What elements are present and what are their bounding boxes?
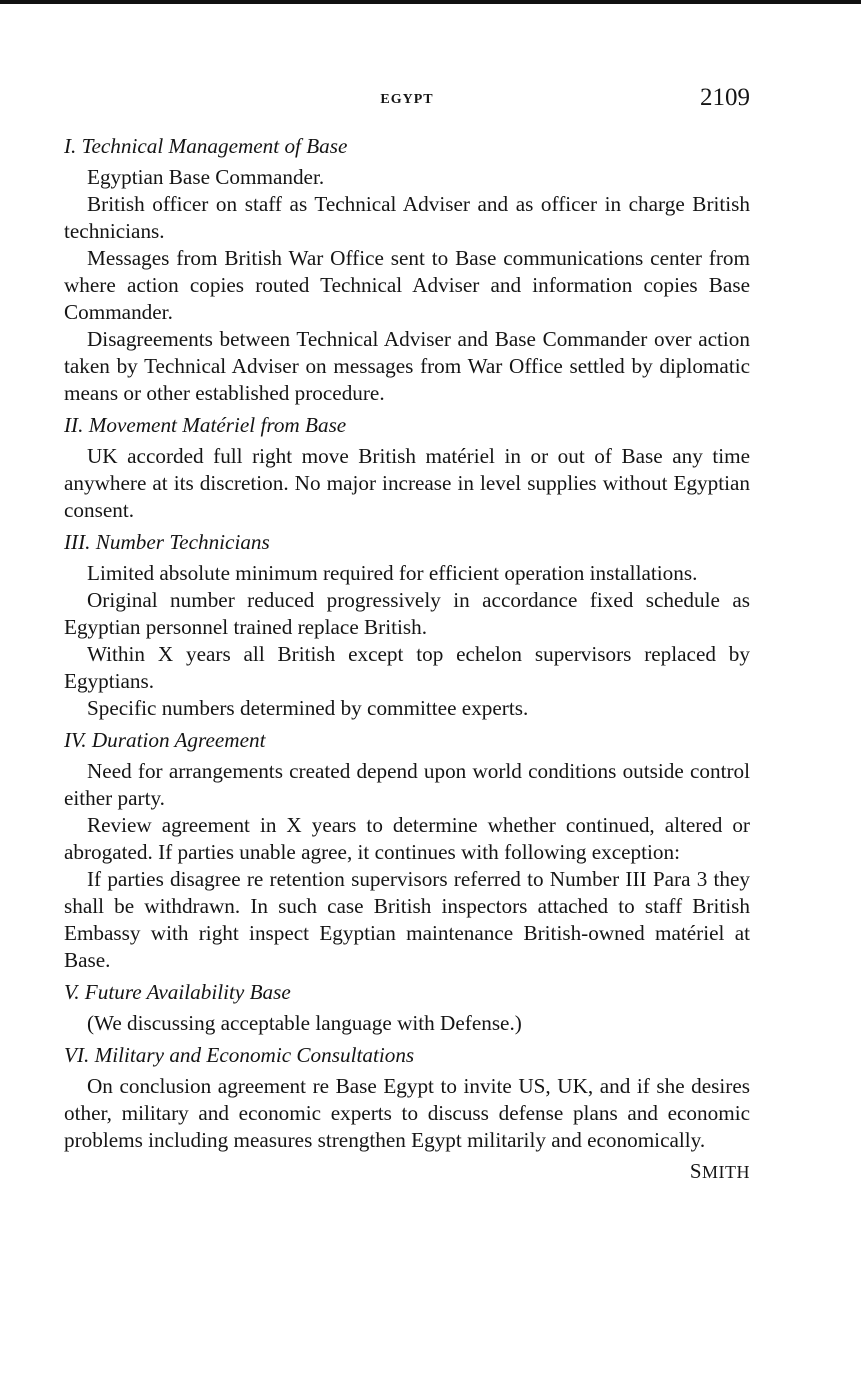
- paragraph: Egyptian Base Commander.: [87, 165, 325, 189]
- signature-rest: MITH: [702, 1162, 750, 1182]
- section-movement-materiel: [64, 407, 750, 524]
- document-body: [64, 128, 750, 1186]
- page-header: [64, 84, 750, 118]
- section-future-availability: [64, 974, 750, 1037]
- section-heading: I. Technical Management of Base: [64, 134, 348, 158]
- section-technical-management: [64, 128, 750, 407]
- paragraph: Limited absolute minimum required for efficient operation installations.: [87, 561, 698, 585]
- paragraph: Review agreement in X years to determine whether continued, altered or abrogated. If parties unable agree, it continues with following exception:: [64, 813, 750, 864]
- top-border-rule: [0, 0, 861, 4]
- section-heading: III. Number Technicians: [64, 530, 270, 554]
- signature-initial: S: [689, 1159, 702, 1183]
- section-heading: V. Future Availability Base: [64, 980, 291, 1004]
- paragraph: On conclusion agreement re Base Egypt to invite US, UK, and if she desires other, military and economic experts to discuss defense plans and economic problems including measures strengthen Egypt militarily and economically.: [64, 1074, 750, 1152]
- paragraph: Specific numbers determined by committee experts.: [87, 696, 529, 720]
- section-heading: VI. Military and Economic Consultations: [64, 1043, 415, 1067]
- section-heading: IV. Duration Agreement: [64, 728, 266, 752]
- section-military-economic: [64, 1037, 750, 1154]
- signature: [64, 1158, 750, 1186]
- section-duration-agreement: [64, 722, 750, 974]
- paragraph: Disagreements between Technical Adviser and Base Commander over action taken by Technical Adviser on messages from War Office settled by diplomatic means or other established procedure.: [64, 327, 750, 405]
- section-number-technicians: [64, 524, 750, 722]
- paragraph: (We discussing acceptable language with Defense.): [87, 1011, 522, 1035]
- paragraph: Messages from British War Office sent to Base communications center from where action copies routed Technical Adviser and information copies Base Commander.: [64, 246, 750, 324]
- page-number: 2109: [700, 84, 750, 111]
- paragraph: If parties disagree re retention supervisors referred to Number III Para 3 they shall be withdrawn. In such case British inspectors attached to staff British Embassy with right inspect Egyptian maintenance British-owned matériel at Base.: [64, 867, 750, 972]
- paragraph: Need for arrangements created depend upon world conditions outside control either party.: [64, 759, 750, 810]
- paragraph: Within X years all British except top echelon supervisors replaced by Egyptians.: [64, 642, 750, 693]
- running-head: EGYPT: [380, 92, 434, 107]
- section-heading: II. Movement Matériel from Base: [64, 413, 347, 437]
- paragraph: British officer on staff as Technical Adviser and as officer in charge British technicians.: [64, 192, 750, 243]
- paragraph: UK accorded full right move British matériel in or out of Base any time anywhere at its discretion. No major increase in level supplies without Egyptian consent.: [64, 444, 750, 522]
- paragraph: Original number reduced progressively in accordance fixed schedule as Egyptian personnel trained replace British.: [64, 588, 750, 639]
